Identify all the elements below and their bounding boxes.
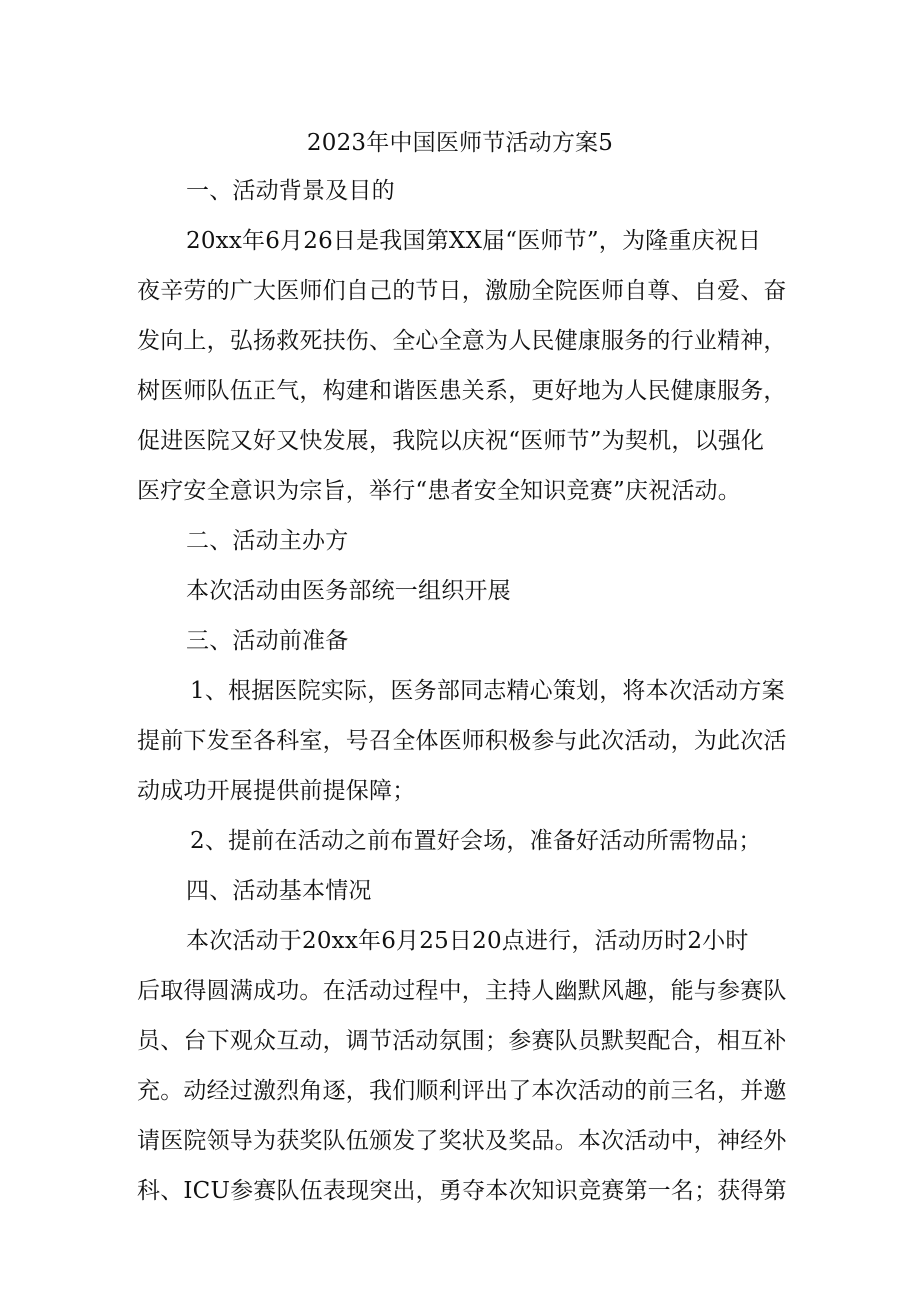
- paragraph-line: 1、根据医院实际，医务部同志精心策划，将本次活动方案: [190, 678, 785, 704]
- paragraph-line: 充。动经过激烈角逐，我们顺利评出了本次活动的前三名，并邀: [137, 1078, 787, 1104]
- paragraph-line: 树医师队伍正气，构建和谐医患关系，更好地为人民健康服务，: [137, 378, 787, 404]
- paragraph-line: 本次活动由医务部统一组织开展: [186, 578, 511, 604]
- paragraph-line: 促进医院又好又快发展，我院以庆祝“医师节”为契机，以强化: [137, 428, 765, 454]
- paragraph-line: 科、ICU参赛队伍表现突出，勇夺本次知识竞赛第一名；获得第: [137, 1178, 787, 1204]
- paragraph-line: 提前下发至各科室，号召全体医师积极参与此次活动，为此次活: [137, 728, 787, 754]
- document-title: 2023年中国医师节活动方案5: [306, 130, 614, 156]
- section-heading-2: 二、活动主办方: [186, 528, 349, 554]
- paragraph-line: 医疗安全意识为宗旨，举行“患者安全知识竞赛”庆祝活动。: [137, 478, 741, 504]
- paragraph-line: 2、提前在活动之前布置好会场，准备好活动所需物品；: [190, 828, 762, 854]
- paragraph-line: 动成功开展提供前提保障；: [137, 778, 416, 804]
- paragraph-line: 请医院领导为获奖队伍颁发了奖状及奖品。本次活动中，神经外: [137, 1128, 787, 1154]
- paragraph-line: 后取得圆满成功。在活动过程中，主持人幽默风趣，能与参赛队: [137, 978, 787, 1004]
- section-heading-4: 四、活动基本情况: [186, 878, 372, 904]
- paragraph-line: 发向上，弘扬救死扶伤、全心全意为人民健康服务的行业精神，: [137, 328, 787, 354]
- paragraph-line: 员、台下观众互动，调节活动氛围；参赛队员默契配合，相互补: [137, 1028, 787, 1054]
- section-heading-3: 三、活动前准备: [186, 628, 349, 654]
- paragraph-line: 本次活动于20xx年6月25日20点进行，活动历时2小时: [186, 928, 749, 954]
- paragraph-line: 20xx年6月26日是我国第XX届“医师节”，为隆重庆祝日: [186, 228, 762, 254]
- paragraph-line: 夜辛劳的广大医师们自己的节日，激励全院医师自尊、自爱、奋: [137, 278, 787, 304]
- section-heading-1: 一、活动背景及目的: [186, 178, 395, 204]
